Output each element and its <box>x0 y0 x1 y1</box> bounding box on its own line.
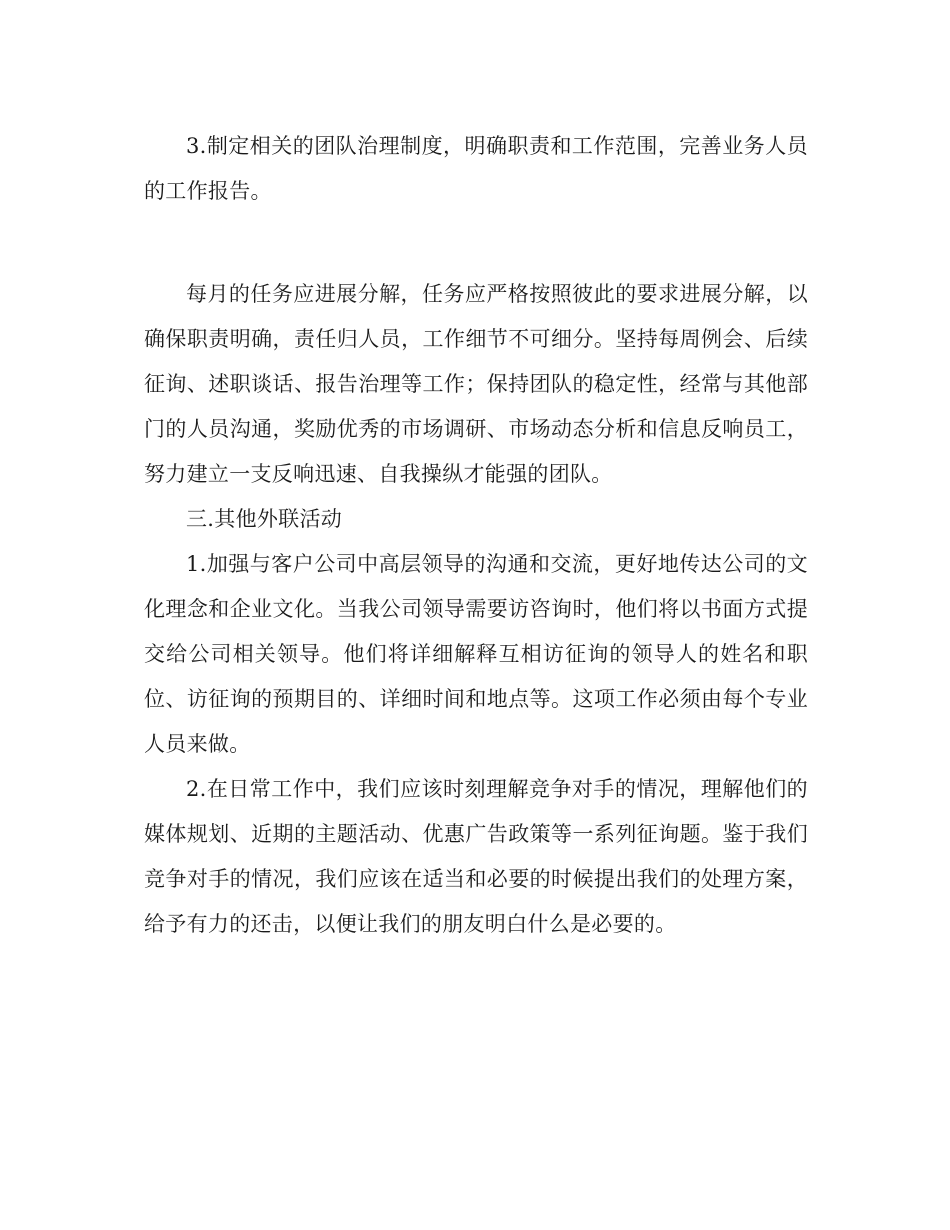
section-heading-external-activities: 三.其他外联活动 <box>186 507 343 531</box>
document-body <box>144 124 808 947</box>
paragraph-competitor-analysis: 2.在日常工作中，我们应该时刻理解竞争对手的情况，理解他们的媒体规划、近期的主题活动、优惠广告政策等一系列征询题。鉴于我们竞争对手的情况，我们应该在适当和必要的时候提出我们的处理方案，给予有力的还击，以便让我们的朋友明白什么是必要的。 <box>144 777 808 936</box>
paragraph-spacer <box>144 214 808 272</box>
paragraph-monthly-tasks: 每月的任务应进展分解，任务应严格按照彼此的要求进展分解，以确保职责明确，责任归人员，工作细节不可细分。坚持每周例会、后续征询、述职谈话、报告治理等工作；保持团队的稳定性，经常与其他部门的人员沟通，奖励优秀的市场调研、市场动态分析和信息反响员工，努力建立一支反响迅速、自我操纵才能强的团队。 <box>144 282 808 486</box>
paragraph-client-communication: 1.加强与客户公司中高层领导的沟通和交流，更好地传达公司的文化理念和企业文化。当我公司领导需要访咨询时，他们将以书面方式提交给公司相关领导。他们将详细解释互相访征询的领导人的姓名和职位、访征询的预期目的、详细时间和地点等。这项工作必须由每个专业人员来做。 <box>144 552 808 756</box>
paragraph-team-rules: 3.制定相关的团队治理制度，明确职责和工作范围，完善业务人员的工作报告。 <box>144 134 808 203</box>
